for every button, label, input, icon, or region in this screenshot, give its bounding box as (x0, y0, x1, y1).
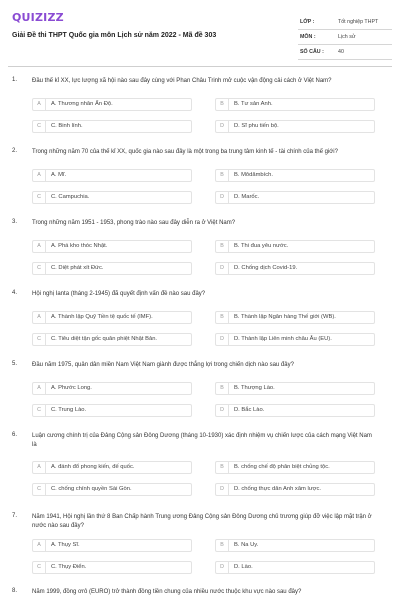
meta-value: Tốt nghiệp THPT (338, 19, 379, 25)
meta-row-count (298, 45, 392, 60)
option-text: C. Trung Lào. (51, 407, 87, 413)
page-title: Giải Đề thi THPT Quốc gia môn Lịch sử năm 2022 - Mã đề 303 (12, 32, 217, 39)
option-text: B. Môdămbích. (234, 172, 273, 178)
option-c[interactable] (32, 404, 192, 417)
option-b[interactable] (215, 461, 375, 474)
question-8 (0, 588, 400, 600)
option-a[interactable] (32, 169, 192, 182)
option-a[interactable] (32, 98, 192, 111)
option-letter: B (216, 241, 229, 252)
option-letter: A (33, 462, 46, 473)
question-number: 1. (12, 77, 18, 83)
option-letter: C (33, 192, 46, 203)
option-text: B. Tư sản Anh. (234, 101, 273, 107)
option-text: A. đánh đổ phong kiến, đế quốc. (51, 464, 135, 470)
question-number: 5. (12, 361, 18, 367)
option-letter: D (216, 562, 229, 573)
option-letter: B (216, 312, 229, 323)
option-b[interactable] (215, 382, 375, 395)
option-letter: B (216, 170, 229, 181)
option-text: B. Na Uy. (234, 542, 259, 548)
option-text: A. Mĩ. (51, 172, 67, 178)
option-letter: D (216, 334, 229, 345)
question-5 (0, 361, 400, 432)
meta-value: Lịch sử (338, 34, 356, 40)
question-text: Luận cương chính trị của Đảng Cộng sản Đông Dương (tháng 10-1930) xác định nhiệm vụ chiến lược của cách mạng Việt Nam là (32, 433, 372, 448)
option-c[interactable] (32, 561, 192, 574)
meta-value: 40 (338, 49, 344, 55)
option-letter: B (216, 540, 229, 551)
option-text: D. Sĩ phu tiến bộ. (234, 123, 279, 129)
question-number: 7. (12, 513, 18, 519)
option-letter: C (33, 334, 46, 345)
option-b[interactable] (215, 240, 375, 253)
question-4 (0, 290, 400, 361)
option-a[interactable] (32, 240, 192, 253)
option-d[interactable] (215, 191, 375, 204)
question-text: Trong những năm 1951 - 1953, phong trào nào sau đây diễn ra ở Việt Nam? (32, 220, 236, 226)
option-d[interactable] (215, 483, 375, 496)
option-d[interactable] (215, 561, 375, 574)
option-b[interactable] (215, 539, 375, 552)
option-letter: A (33, 241, 46, 252)
option-text: C. Diệt phát xít Đức. (51, 265, 104, 271)
option-c[interactable] (32, 191, 192, 204)
meta-key: MÔN : (300, 34, 316, 40)
option-letter: C (33, 405, 46, 416)
option-letter: D (216, 484, 229, 495)
option-text: A. Phá kho thóc Nhật. (51, 243, 108, 249)
option-d[interactable] (215, 120, 375, 133)
question-2 (0, 148, 400, 219)
option-c[interactable] (32, 483, 192, 496)
option-text: B. Thi đua yêu nước. (234, 243, 289, 249)
option-d[interactable] (215, 333, 375, 346)
option-b[interactable] (215, 311, 375, 324)
option-letter: C (33, 263, 46, 274)
option-text: D. chống thực dân Anh xâm lược. (234, 486, 321, 492)
question-text: Năm 1941, Hội nghị lần thứ 8 Ban Chấp hành Trung ương Đảng Cộng sản Đông Dương chủ trương giúp đỡ việc lập mặt trận ở nước nào sau đây? (32, 514, 372, 529)
option-letter: A (33, 383, 46, 394)
option-text: A. Thụy Sĩ. (51, 542, 80, 548)
option-letter: D (216, 121, 229, 132)
option-text: A. Phước Long. (51, 385, 92, 391)
option-text: C. chống chính quyền Sài Gòn. (51, 486, 132, 492)
option-letter: C (33, 562, 46, 573)
question-6 (0, 432, 400, 513)
option-c[interactable] (32, 333, 192, 346)
option-letter: C (33, 484, 46, 495)
question-text: Năm 1999, đồng ơrô (EURO) trở thành đồng tiền chung của nhiều nước thuộc khu vực nào sau đây? (32, 589, 302, 595)
option-c[interactable] (32, 120, 192, 133)
question-text: Hội nghị Ianta (tháng 2-1945) đã quyết định vấn đề nào sau đây? (32, 291, 206, 297)
option-text: B. Thượng Lào. (234, 385, 275, 391)
option-letter: D (216, 192, 229, 203)
question-7 (0, 513, 400, 588)
quizizz-logo: QUIZIZZ (12, 11, 64, 24)
option-text: D. Chống dịch Covid-19. (234, 265, 298, 271)
option-d[interactable] (215, 262, 375, 275)
question-number: 8. (12, 588, 18, 594)
option-text: D. Thành lập Liên minh châu Âu (EU). (234, 336, 332, 342)
option-letter: D (216, 405, 229, 416)
option-text: C. Tiêu diệt tận gốc quân phiệt Nhật Bản. (51, 336, 158, 342)
option-letter: B (216, 462, 229, 473)
option-a[interactable] (32, 461, 192, 474)
meta-row-class (298, 15, 392, 30)
question-number: 6. (12, 432, 18, 438)
option-text: A. Thương nhân Ấn Độ. (51, 101, 113, 107)
option-a[interactable] (32, 382, 192, 395)
option-letter: C (33, 121, 46, 132)
option-b[interactable] (215, 169, 375, 182)
question-3 (0, 219, 400, 290)
option-text: C. Thụy Điển. (51, 564, 87, 570)
option-text: D. Lào. (234, 564, 253, 570)
option-letter: A (33, 99, 46, 110)
option-text: D. Marốc. (234, 194, 260, 200)
question-text: Đầu năm 1975, quân dân miền Nam Việt Nam giành được thắng lợi trong chiến dịch nào sau đây? (32, 362, 294, 368)
option-b[interactable] (215, 98, 375, 111)
option-letter: B (216, 99, 229, 110)
header-divider (8, 66, 392, 67)
option-letter: D (216, 263, 229, 274)
question-number: 2. (12, 148, 18, 154)
option-text: A. Thành lập Quỹ Tiền tệ quốc tế (IMF). (51, 314, 153, 320)
option-letter: A (33, 540, 46, 551)
meta-key: SỐ CÂU : (300, 49, 324, 55)
option-letter: A (33, 312, 46, 323)
meta-key: LỚP : (300, 19, 315, 25)
meta-row-subject (298, 30, 392, 45)
question-1 (0, 77, 400, 148)
option-a[interactable] (32, 311, 192, 324)
option-text: C. Campuchia. (51, 194, 90, 200)
question-text: Trong những năm 70 của thế kỉ XX, quốc gia nào sau đây là một trong ba trung tâm kinh tế - tài chính của thế giới? (32, 149, 338, 155)
option-text: B. chống chế độ phân biệt chủng tộc. (234, 464, 330, 470)
option-text: C. Binh lính. (51, 123, 83, 129)
option-a[interactable] (32, 539, 192, 552)
option-c[interactable] (32, 262, 192, 275)
option-text: B. Thành lập Ngân hàng Thế giới (WB). (234, 314, 336, 320)
option-letter: A (33, 170, 46, 181)
question-text: Đầu thế kỉ XX, lực lượng xã hội nào sau đây cùng với Phan Châu Trinh mở cuộc vận động cải cách ở Việt Nam? (32, 78, 332, 84)
worksheet-header (0, 0, 400, 62)
question-number: 4. (12, 290, 18, 296)
option-letter: B (216, 383, 229, 394)
question-list (0, 77, 400, 600)
option-d[interactable] (215, 404, 375, 417)
meta-table (298, 15, 392, 60)
option-text: D. Bắc Lào. (234, 407, 265, 413)
question-number: 3. (12, 219, 18, 225)
